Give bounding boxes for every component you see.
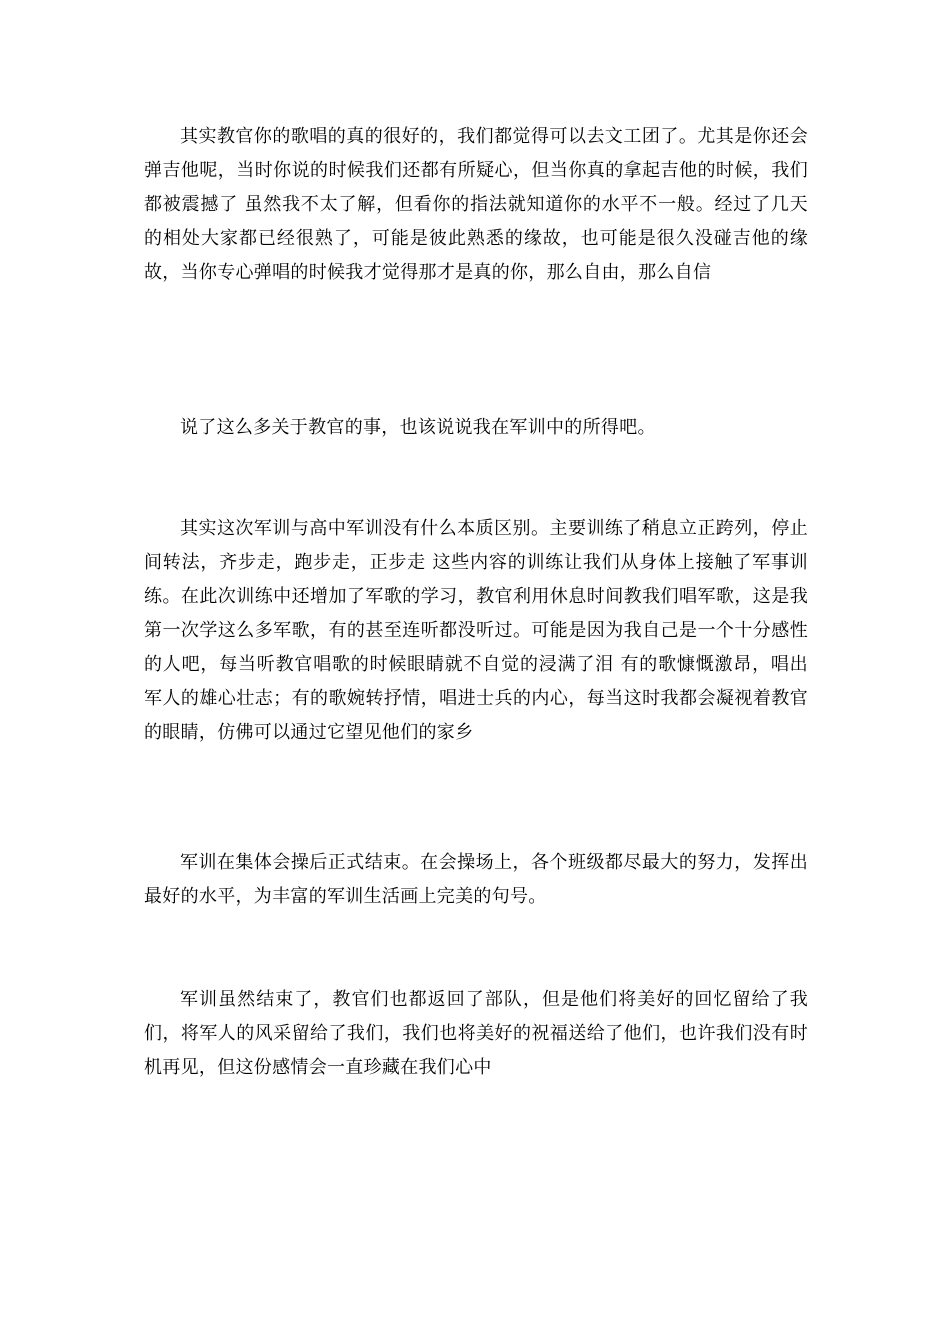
paragraph-2: 说了这么多关于教官的事，也该说说我在军训中的所得吧。 xyxy=(180,417,656,438)
paragraph-5: 军训虽然结束了，教官们也都返回了部队，但是他们将美好的回忆留给了我们，将军人的风采留给了我们，我们也将美好的祝福送给了他们，也许我们没有时机再见，但这份感情会一直珍藏在我们心中 xyxy=(144,989,808,1078)
paragraph-4: 军训在集体会操后正式结束。在会操场上，各个班级都尽最大的努力，发挥出最好的水平，为丰富的军训生活画上完美的句号。 xyxy=(144,852,808,907)
paragraph-3: 其实这次军训与高中军训没有什么本质区别。主要训练了稍息立正跨列，停止间转法，齐步走，跑步走，正步走 这些内容的训练让我们从身体上接触了军事训练。在此次训练中还增加了军歌的学习，教官利用休息时间教我们唱军歌，这是我第一次学这么多军歌，有的甚至连听都没听过。可能是因为我自己是一个十分感性的人吧，每当听教官唱歌的时候眼睛就不自觉的浸满了泪 有的歌慷慨激昂，唱出军人的雄心壮志；有的歌婉转抒情，唱进士兵的内心，每当这时我都会凝视着教官的眼睛，仿佛可以通过它望见他们的家乡 xyxy=(144,518,808,743)
paragraph-1: 其实教官你的歌唱的真的很好的，我们都觉得可以去文工团了。尤其是你还会弹吉他呢，当时你说的时候我们还都有所疑心，但当你真的拿起吉他的时候，我们都被震撼了 虽然我不太了解，但看你的指法就知道你的水平不一般。经过了几天的相处大家都已经很熟了，可能是彼此熟悉的缘故，也可能是很久没碰吉他的缘故，当你专心弹唱的时候我才觉得那才是真的你，那么自由，那么自信 xyxy=(144,126,808,283)
